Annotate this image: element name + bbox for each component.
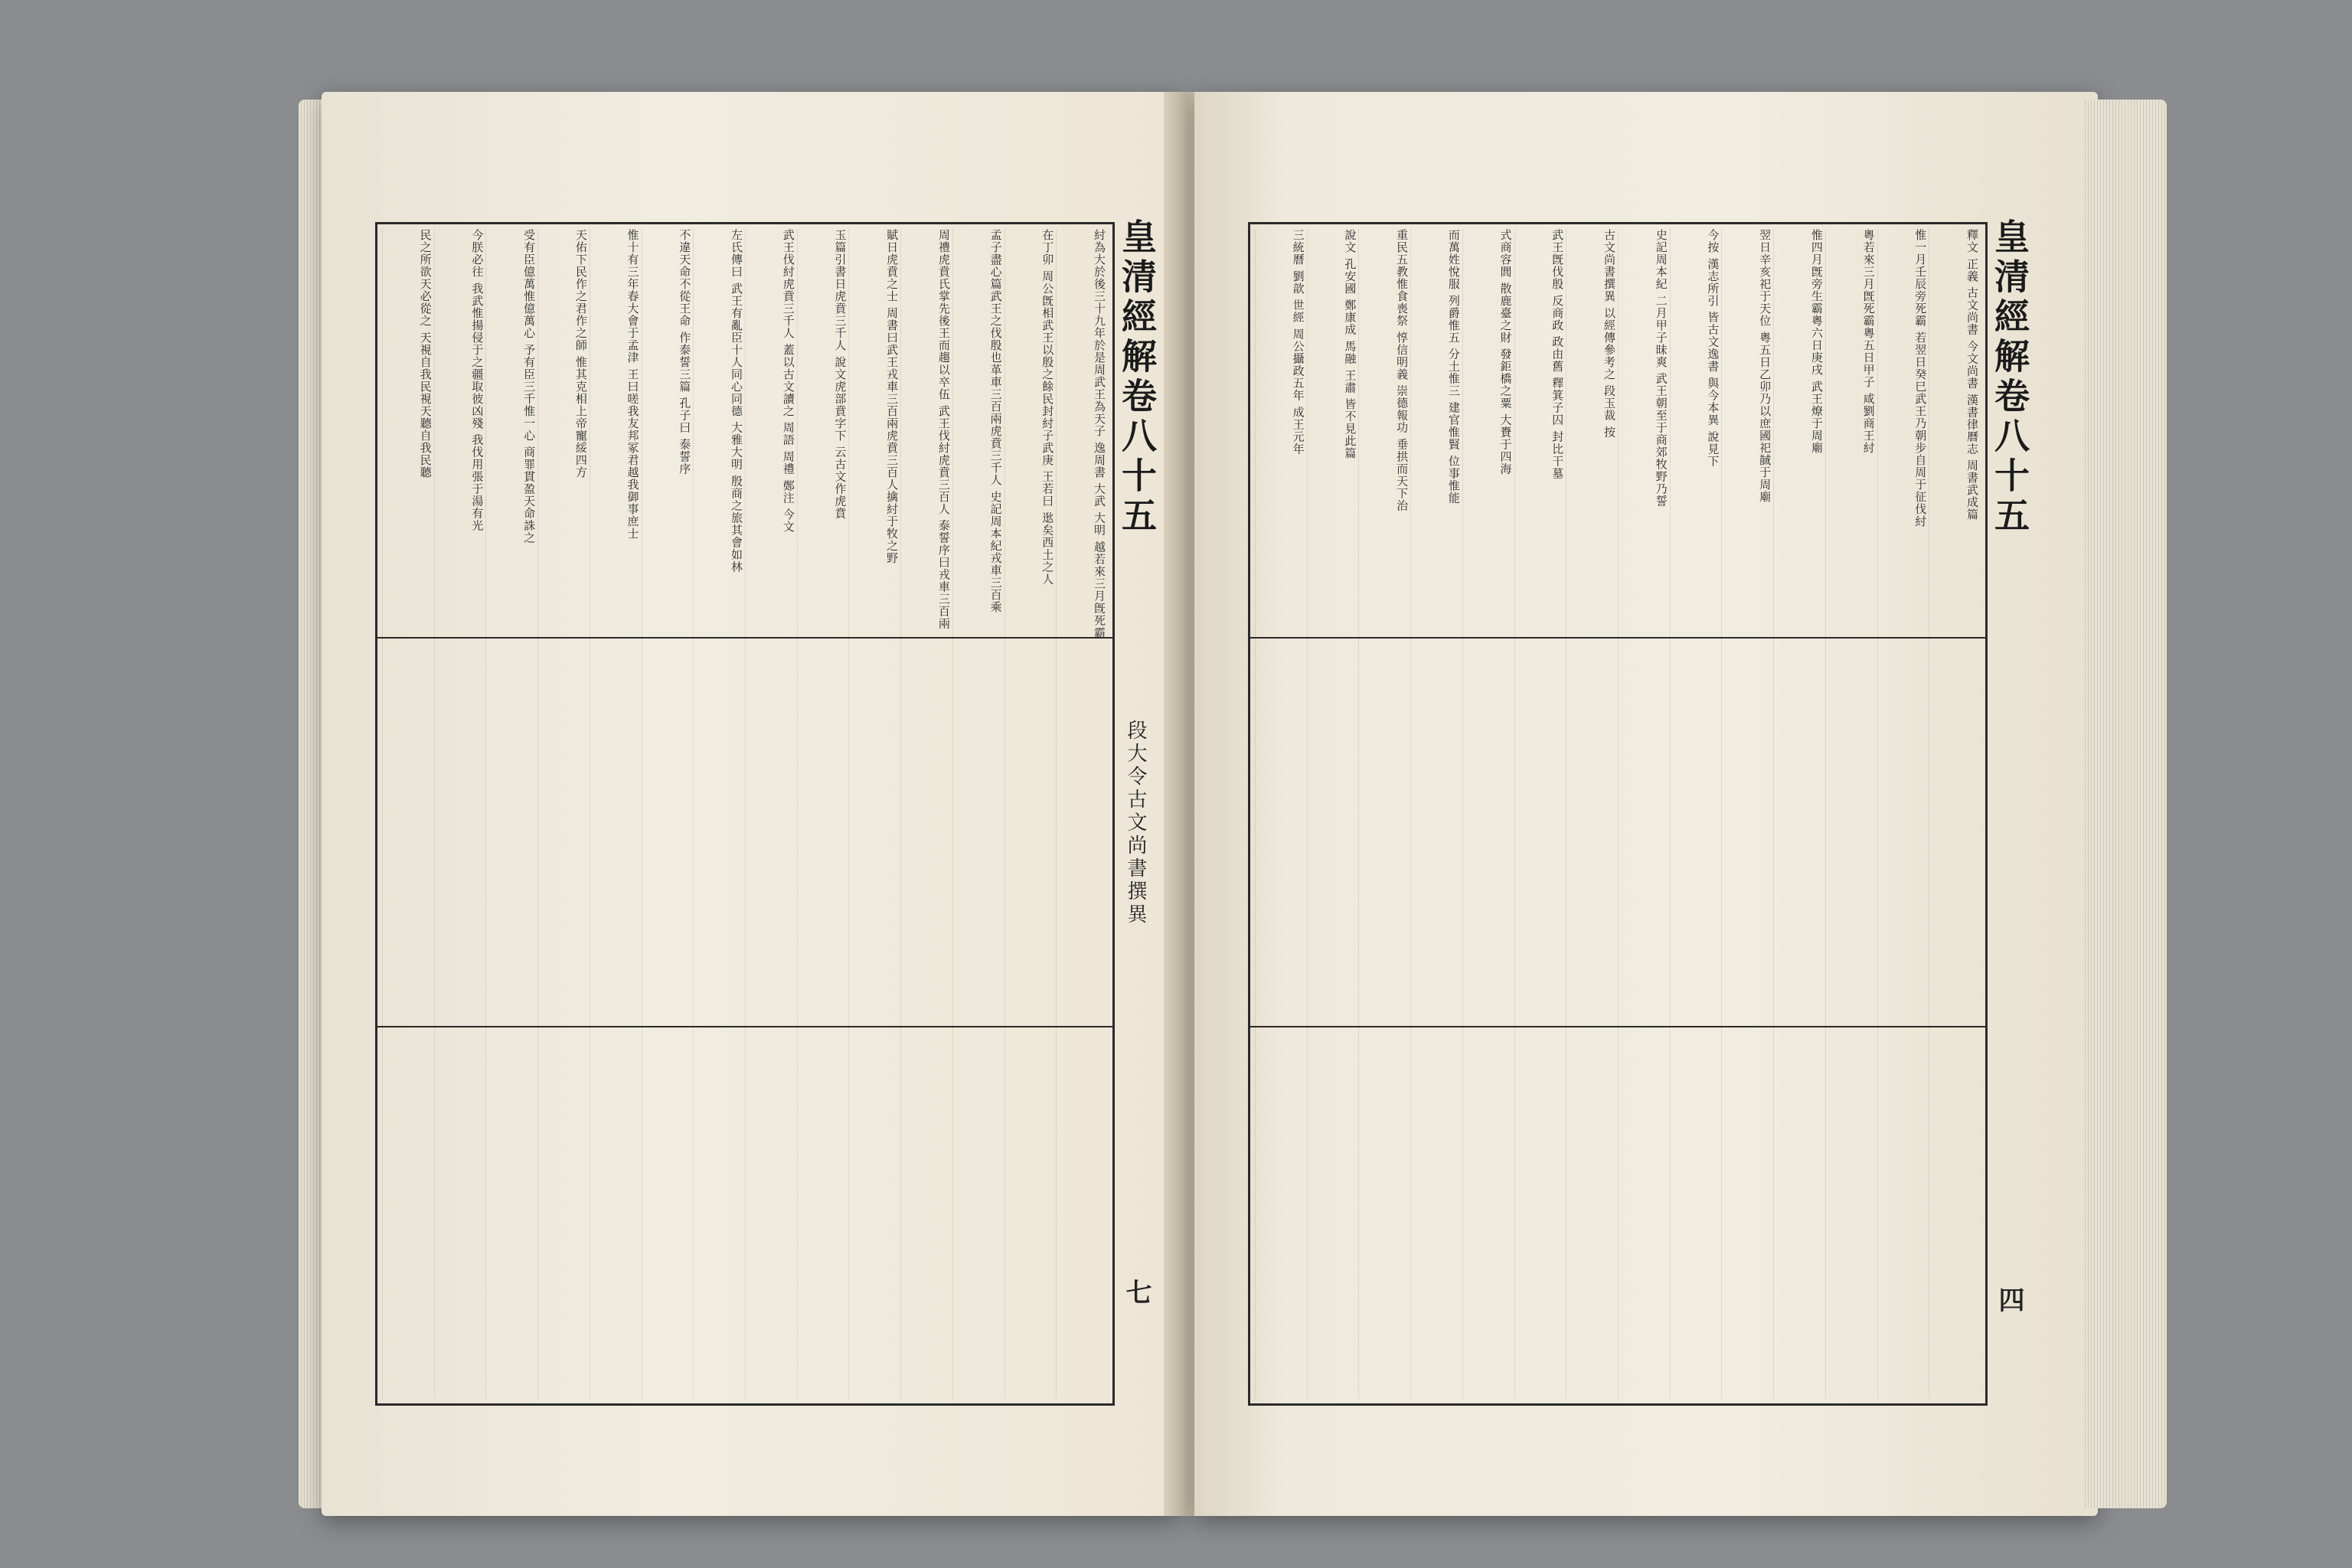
text-column: 賦日虎賁之士 周書曰武王戎車三百兩虎賁三百人擒紂于牧之野 — [848, 229, 900, 1399]
text-column: 式商容閭 散鹿臺之財 發鉅橋之粟 大賚于四海 — [1462, 229, 1514, 1399]
text-column: 粵若來三月旣死霸粵五日甲子 咸劉商王紂 — [1825, 229, 1877, 1399]
text-column: 史記周本紀 二月甲子昧爽 武王朝至于商郊牧野乃誓 — [1618, 229, 1670, 1399]
folio-right: 四 — [1994, 1286, 2024, 1312]
text-column: 天佑下民作之君作之師 惟其克相上帝寵綏四方 — [537, 229, 590, 1399]
text-column: 重民五教惟食喪祭 惇信明義 崇德報功 垂拱而天下治 — [1358, 229, 1410, 1399]
text-column: 在丁卯 周公旣相武王以殷之餘民封紂子武庚 王若曰 逖矣西土之人 — [1004, 229, 1057, 1399]
left-page — [322, 92, 1179, 1516]
text-column: 受有臣億萬惟億萬心 予有臣三千惟一心 商罪貫盈天命誅之 — [485, 229, 537, 1399]
text-column: 紂為大於後三十九年於是周武王為天子 逸周書 大武 大明 越若來三月旣死霸 — [1056, 229, 1108, 1399]
text-column: 惟一月壬辰旁死霸 若翌日癸巳武王乃朝步自周于征伐紂 — [1877, 229, 1929, 1399]
text-column: 釋文 正義 古文尚書 今文尚書 漢書律曆志 周書武成篇 — [1929, 229, 1981, 1399]
text-column: 惟四月旣旁生霸粵六日庚戌 武王燎于周廟 — [1773, 229, 1825, 1399]
text-column: 今按 漢志所引 皆古文逸書 與今本異 說見下 — [1670, 229, 1722, 1399]
text-column: 不違天命不從王命 作泰誓三篇 孔子曰 泰誓序 — [642, 229, 694, 1399]
right-text-frame — [1248, 222, 1988, 1406]
left-text-columns — [382, 229, 1108, 1399]
running-title-left: 皇清經解卷八十五 — [1116, 218, 1158, 537]
left-text-frame — [375, 222, 1115, 1406]
text-column: 玉篇引書日虎賁三千人 說文虎部賁字下 云古文作虎賁 — [797, 229, 849, 1399]
text-column: 古文尚書撰異 以經傳參考之 段玉裁 按 — [1566, 229, 1618, 1399]
text-column: 左氏傳曰 武王有亂臣十人同心同德 大雅大明 殷商之旅其會如林 — [693, 229, 745, 1399]
page-edges-right — [2082, 100, 2167, 1508]
text-column: 而萬姓悅服 列爵惟五 分土惟三 建官惟賢 位事惟能 — [1410, 229, 1462, 1399]
folio-left: 七 — [1121, 1279, 1152, 1305]
text-column: 民之所欲天必從之 天視自我民視天聽自我民聽 — [382, 229, 434, 1399]
text-column: 武王伐紂虎賁三千人 蓋以古文讀之 周語 周禮 鄭注 今文 — [745, 229, 797, 1399]
text-column: 惟十有三年春大會于孟津 王曰嗟我友邦冢君越我御事庶士 — [590, 229, 642, 1399]
text-column: 三統曆 劉歆 世經 周公攝政五年 成王元年 — [1255, 229, 1307, 1399]
running-title-right: 皇清經解卷八十五 — [1989, 218, 2030, 537]
open-book — [322, 92, 2352, 1516]
text-column: 說文 孔安國 鄭康成 馬融 王肅 皆不見此篇 — [1307, 229, 1359, 1399]
text-column: 今朕必往 我武惟揚侵于之疆取彼凶殘 我伐用張于湯有光 — [434, 229, 486, 1399]
right-page — [1194, 92, 2098, 1516]
section-subtitle: 段大令古文尚書撰異 — [1124, 720, 1147, 926]
right-text-columns — [1255, 229, 1981, 1399]
text-column: 孟子盡心篇武王之伐殷也革車三百兩虎賁三千人 史記周本紀戎車三百乘 — [952, 229, 1004, 1399]
text-column: 翌日辛亥祀于天位 粵五日乙卯乃以庶國祀馘于周廟 — [1721, 229, 1773, 1399]
text-column: 周禮虎賁氏掌先後王而趨以卒伍 武王伐紂虎賁三百人 泰誓序曰戎車三百兩 — [900, 229, 952, 1399]
text-column: 武王旣伐殷 反商政 政由舊 釋箕子囚 封比干墓 — [1514, 229, 1566, 1399]
